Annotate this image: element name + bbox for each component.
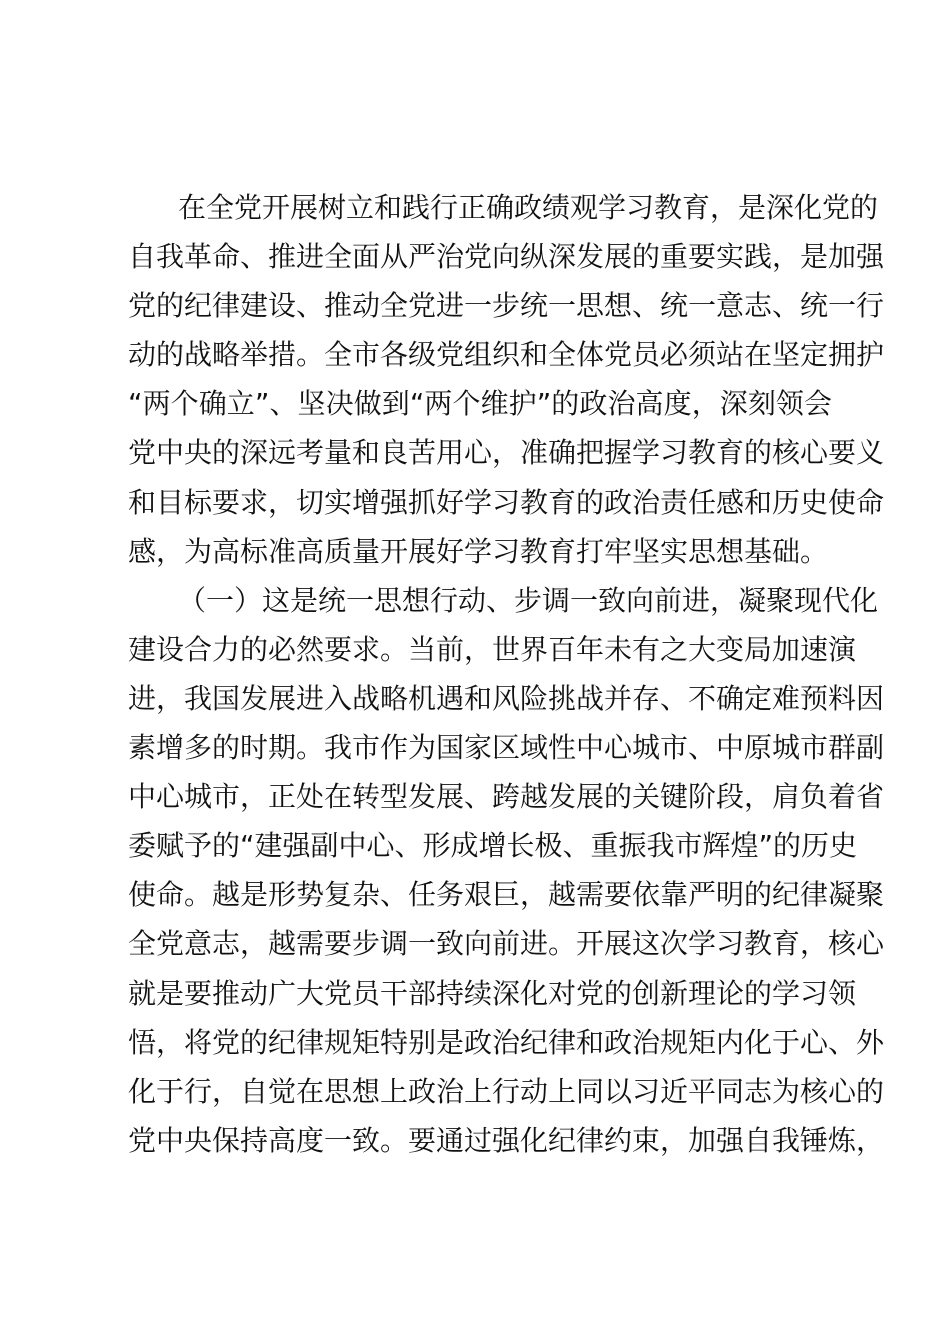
text-line: “两个确立”、坚决做到“两个维护”的政治高度，深刻领会 [128, 387, 832, 421]
text-line: 和目标要求，切实增强抓好学习教育的政治责任感和历史使命 [128, 485, 885, 519]
text-line: 素增多的时期。我市作为国家区域性中心城市、中原城市群副 [128, 731, 885, 765]
text-line: 进，我国发展进入战略机遇和风险挑战并存、不确定难预料因 [128, 681, 885, 715]
text-line: 党中央的深远考量和良苦用心，准确把握学习教育的核心要义 [128, 436, 885, 470]
document-body [128, 183, 885, 1165]
text-line: 委赋予的“建强副中心、形成增长极、重振我市辉煌”的历史 [128, 829, 858, 863]
text-line: 动的战略举措。全市各级党组织和全体党员必须站在坚定拥护 [128, 338, 885, 372]
text-line: 就是要推动广大党员干部持续深化对党的创新理论的学习领 [128, 976, 857, 1010]
paragraph-1 [128, 183, 885, 576]
text-line: 化于行，自觉在思想上政治上行动上同以习近平同志为核心的 [128, 1074, 885, 1108]
text-line: 党中央保持高度一致。要通过强化纪律约束，加强自我锤炼， [128, 1123, 885, 1157]
text-line: 在全党开展树立和践行正确政绩观学习教育，是深化党的 [178, 191, 879, 224]
text-line: 中心城市，正处在转型发展、跨越发展的关键阶段，肩负着省 [128, 780, 885, 814]
text-line: （一）这是统一思想行动、步调一致向前进，凝聚现代化 [178, 583, 879, 617]
text-line: 党的纪律建设、推动全党进一步统一思想、统一意志、统一行 [128, 289, 885, 323]
text-line: 感，为高标准高质量开展好学习教育打牢坚实思想基础。 [128, 534, 829, 568]
text-line: 自我革命、推进全面从严治党向纵深发展的重要实践，是加强 [128, 240, 885, 274]
text-line: 悟，将党的纪律规矩特别是政治纪律和政治规矩内化于心、外 [128, 1025, 885, 1059]
text-line: 使命。越是形势复杂、任务艰巨，越需要依靠严明的纪律凝聚 [128, 878, 885, 912]
paragraph-2 [128, 576, 885, 1165]
text-line: 建设合力的必然要求。当前，世界百年未有之大变局加速演 [128, 632, 857, 666]
text-line: 全党意志，越需要步调一致向前进。开展这次学习教育，核心 [128, 927, 885, 961]
